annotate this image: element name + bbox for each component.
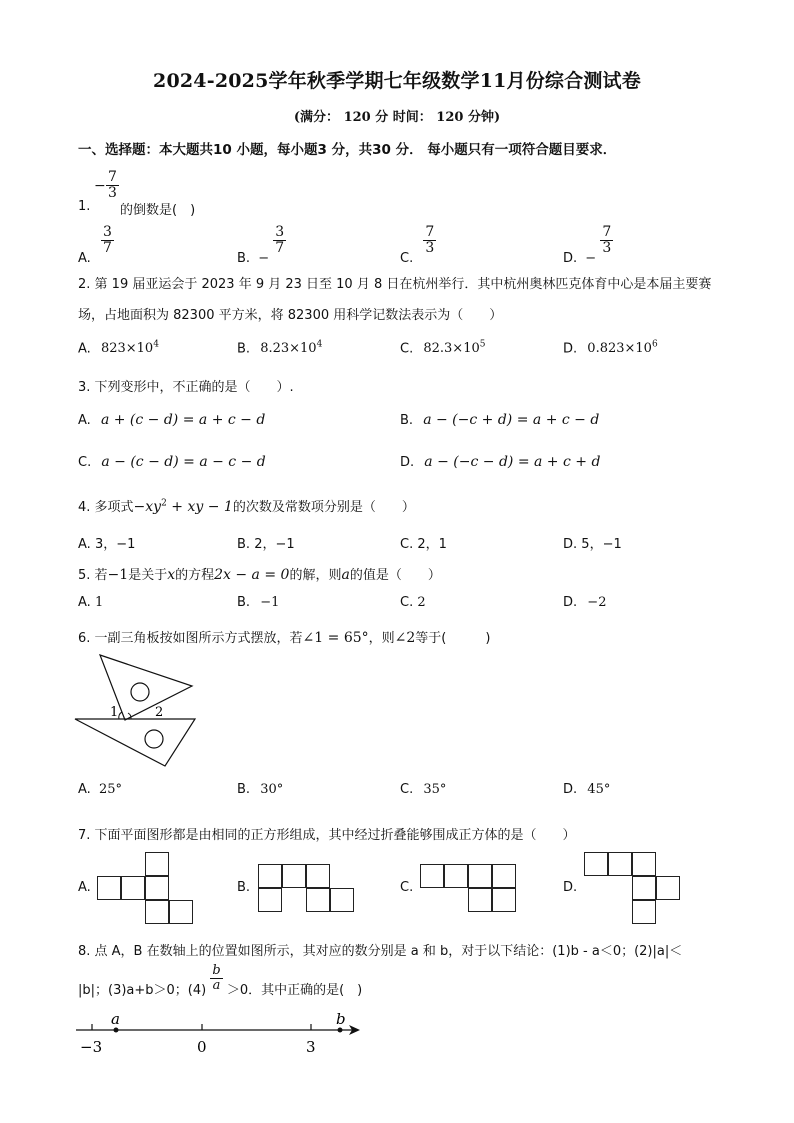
q2-option-d-label: D. xyxy=(563,341,578,357)
q5-v1: −1 xyxy=(107,567,129,583)
lower-triangle xyxy=(75,719,195,766)
q2-a-exp: 4 xyxy=(153,340,159,350)
lower-triangle-hole xyxy=(145,730,163,748)
q7-a-label: A. xyxy=(78,880,91,895)
q4-expr1: −xy xyxy=(133,499,162,515)
q5-d-label: D. xyxy=(563,595,578,610)
net-square xyxy=(145,876,169,900)
q7-c-label: C. xyxy=(400,880,414,895)
q5-a-text: 1 xyxy=(94,595,104,610)
q1-frac-denominator: 3 xyxy=(108,185,117,202)
q5-v3: a xyxy=(341,567,350,583)
upper-triangle-hole xyxy=(131,683,149,701)
q5-c-label: C. xyxy=(400,595,414,610)
q8-frac-den: a xyxy=(212,978,221,994)
q6-d-text: 45° xyxy=(587,782,611,797)
q4-a-text: 3，−1 xyxy=(94,537,136,552)
q4-option-c[interactable] xyxy=(400,533,447,552)
q6-p3: 等于( ) xyxy=(415,631,491,646)
tick-label-3: 3 xyxy=(306,1038,316,1056)
q6-c-text: 35° xyxy=(423,782,447,797)
q1-c-den: 3 xyxy=(425,240,435,257)
net-square xyxy=(145,900,169,924)
q2-option-d-value xyxy=(587,341,657,356)
q1-option-d[interactable] xyxy=(563,224,613,267)
q2-option-d[interactable] xyxy=(563,340,658,356)
q2-option-b-value xyxy=(260,341,322,356)
net-square xyxy=(608,852,632,876)
q6-b-label: B. xyxy=(237,782,251,797)
q7-option-a[interactable] xyxy=(78,880,91,895)
net-square xyxy=(420,864,444,888)
q4-post: 的次数及常数项分别是（ ） xyxy=(232,500,415,515)
q3-option-c[interactable] xyxy=(78,454,266,470)
q2-c-exp: 5 xyxy=(479,340,486,350)
q2-c-base: 82.3×10 xyxy=(423,341,480,357)
q4-exp: 2 xyxy=(161,498,167,509)
q1-option-a-label: A. xyxy=(78,251,91,267)
q1-option-c-fraction xyxy=(423,225,436,257)
q6-option-d[interactable] xyxy=(563,782,610,797)
q4-d-text: 5，−1 xyxy=(581,537,622,552)
q8-line1: 8. 点 A，B 在数轴上的位置如图所示，其对应的数分别是 a 和 b，对于以下结论：(1)b - a＜0；(2)|a|＜ xyxy=(78,944,683,959)
net-square xyxy=(492,864,516,888)
q1-b-num: 3 xyxy=(275,224,285,240)
q1-sign: − xyxy=(94,178,106,194)
q6-stem xyxy=(78,627,490,646)
q4-option-b[interactable] xyxy=(237,533,295,552)
net-square xyxy=(632,876,656,900)
q7-option-d[interactable] xyxy=(563,880,577,895)
q3-option-d[interactable] xyxy=(400,454,600,470)
q4-c-label: C. xyxy=(400,537,414,552)
section-heading: 一、选择题：本大题共10 小题，每小题3 分，共30 分． 每小题只有一项符合题目要求． xyxy=(78,142,617,158)
q2-option-a[interactable] xyxy=(78,340,159,356)
q1-option-d-label: D. xyxy=(563,251,578,267)
q4-stem xyxy=(78,496,415,515)
q6-angle1: ∠1 = 65° xyxy=(302,630,369,646)
q5-p1: 5. 若 xyxy=(78,568,108,583)
q4-c-text: 2，1 xyxy=(417,537,447,552)
q2-b-exp: 4 xyxy=(316,340,323,350)
q7-d-label: D. xyxy=(563,880,578,895)
q1-option-a-fraction xyxy=(101,225,114,257)
q2-b-base: 8.23×10 xyxy=(260,341,317,357)
page-title: 2024-2025学年秋季学期七年级数学11月份综合测试卷 xyxy=(153,70,641,92)
q7-net-d xyxy=(584,852,684,928)
q5-p3: 的方程 xyxy=(175,568,215,583)
q7-option-b[interactable] xyxy=(237,880,250,895)
triangle-set-figure xyxy=(70,650,210,770)
q1-d-num: 7 xyxy=(602,224,612,240)
net-square xyxy=(632,900,656,924)
q5-stem xyxy=(78,564,441,583)
q2-option-b-label: B. xyxy=(237,341,251,357)
q5-p2: 是关于 xyxy=(128,568,168,583)
q2-option-c-value xyxy=(423,341,485,356)
q5-d-text: −2 xyxy=(587,595,607,610)
q1-option-c-label: C. xyxy=(400,251,414,267)
q3-option-b[interactable] xyxy=(400,412,599,428)
q2-line2: 场，占地面积为 82300 平方米，将 82300 用科学记数法表示为（ ） xyxy=(78,308,503,323)
q6-c-label: C. xyxy=(400,782,414,797)
q5-b-label: B. xyxy=(237,595,251,610)
q7-option-c[interactable] xyxy=(400,880,413,895)
q1-option-b-label: B. xyxy=(237,251,251,267)
point-b-label: b xyxy=(336,1010,346,1028)
q6-angle2: ∠2 xyxy=(394,630,416,646)
q4-expr2: + xy − 1 xyxy=(166,499,233,515)
q4-option-d[interactable] xyxy=(563,533,622,552)
q2-option-a-value xyxy=(101,341,159,356)
q5-option-a[interactable] xyxy=(78,595,103,610)
net-square xyxy=(121,876,145,900)
q3-stem: 3. 下列变形中，不正确的是（ ）. xyxy=(78,380,294,395)
q8-line2a: |b|；(3)a+b＞0；(4) xyxy=(78,983,207,999)
q3-option-a[interactable] xyxy=(78,412,265,428)
q2-option-c[interactable] xyxy=(400,340,485,356)
q1-option-d-fraction xyxy=(600,225,613,257)
q1-option-a[interactable] xyxy=(78,224,114,267)
q5-option-d[interactable] xyxy=(563,595,606,610)
q6-d-label: D. xyxy=(563,782,578,797)
page-subtitle: (满分： 120 分 时间： 120 分钟) xyxy=(293,110,501,125)
q5-option-b[interactable] xyxy=(237,595,279,610)
q5-option-c[interactable] xyxy=(400,595,426,610)
q8-fraction xyxy=(210,964,222,994)
q1-c-num: 7 xyxy=(425,224,435,240)
net-square xyxy=(258,888,282,912)
q7-net-a xyxy=(97,852,197,928)
q3-option-b-expr: a − (−c + d) = a + c − d xyxy=(423,412,600,428)
q8-line2b: ＞0．其中正确的是( ) xyxy=(226,983,363,999)
q6-b-text: 30° xyxy=(260,782,284,797)
q1-number: 1. xyxy=(78,199,91,214)
q8-line2 xyxy=(78,963,363,999)
q6-option-c[interactable] xyxy=(400,782,446,797)
q3-option-a-expr: a + (c − d) = a + c − d xyxy=(100,412,266,428)
angle-label-2: 2 xyxy=(155,705,164,720)
q2-option-a-label: A. xyxy=(78,341,91,357)
angle1-arc xyxy=(119,712,122,719)
net-square xyxy=(468,864,492,888)
q2-d-base: 0.823×10 xyxy=(587,341,652,357)
point-a-dot xyxy=(114,1028,119,1033)
net-square xyxy=(306,864,330,888)
q3-option-d-expr: a − (−c − d) = a + c + d xyxy=(424,454,601,470)
q4-b-label: B. xyxy=(237,537,251,552)
q6-a-text: 25° xyxy=(98,782,122,797)
q5-p4: 的解，则 xyxy=(289,568,342,583)
q3-option-b-label: B. xyxy=(400,413,414,428)
q4-pre: 4. 多项式 xyxy=(78,500,134,515)
q3-option-a-label: A. xyxy=(78,413,91,428)
q2-line1: 2. 第 19 届亚运会于 2023 年 9 月 23 日至 10 月 8 日在杭州举行．其中杭州奥林匹克体育中心是本届主要赛 xyxy=(78,277,712,292)
q3-option-d-label: D. xyxy=(400,455,415,470)
q6-a-label: A. xyxy=(78,782,91,797)
point-b-dot xyxy=(338,1028,343,1033)
q1-fraction xyxy=(106,170,119,202)
q5-equation: 2x − a = 0 xyxy=(214,567,290,583)
net-square xyxy=(145,852,169,876)
q1-b-den: 7 xyxy=(275,240,285,257)
net-square xyxy=(468,888,492,912)
net-square xyxy=(258,864,282,888)
q4-d-label: D. xyxy=(563,537,578,552)
tick-label-0: 0 xyxy=(197,1038,207,1056)
q8-frac-num: b xyxy=(212,963,221,978)
q7-stem: 7. 下面平面图形都是由相同的正方形组成，其中经过折叠能够围成正方体的是（ ） xyxy=(78,828,576,843)
number-line-figure xyxy=(70,1010,370,1060)
q7-b-label: B. xyxy=(237,880,251,895)
net-square xyxy=(632,852,656,876)
net-square xyxy=(444,864,468,888)
net-square xyxy=(656,876,680,900)
net-square xyxy=(330,888,354,912)
q4-option-a[interactable] xyxy=(78,533,135,552)
q1-option-d-sign: − xyxy=(585,251,597,267)
q5-v2: x xyxy=(167,567,176,583)
q1-option-b-fraction xyxy=(273,225,286,257)
q7-net-c xyxy=(420,864,520,914)
net-square xyxy=(169,900,193,924)
q1-option-b-sign: − xyxy=(258,251,270,267)
q5-b-text: −1 xyxy=(260,595,280,610)
net-square xyxy=(282,864,306,888)
q1-d-den: 3 xyxy=(602,240,612,257)
q6-option-b[interactable] xyxy=(237,782,283,797)
q1-option-c[interactable] xyxy=(400,224,436,267)
q2-option-b[interactable] xyxy=(237,340,322,356)
q3-option-c-label: C. xyxy=(78,455,92,470)
q4-b-text: 2，−1 xyxy=(254,537,295,552)
q1-frac-numerator: 7 xyxy=(108,169,117,185)
q4-a-label: A. xyxy=(78,537,91,552)
q1-option-b[interactable] xyxy=(237,224,286,267)
net-square xyxy=(306,888,330,912)
q6-p1: 6. 一副三角板按如图所示方式摆放，若 xyxy=(78,631,303,646)
q5-a-label: A. xyxy=(78,595,91,610)
q5-p5: 的值是（ ） xyxy=(349,568,441,583)
q1-a-num: 3 xyxy=(102,224,112,240)
q6-p2: ，则 xyxy=(368,631,395,646)
q2-option-c-label: C. xyxy=(400,341,414,357)
q7-net-b xyxy=(258,864,358,914)
net-square xyxy=(492,888,516,912)
q2-a-base: 823×10 xyxy=(100,341,154,357)
q2-d-exp: 6 xyxy=(651,340,658,350)
net-square xyxy=(584,852,608,876)
net-square xyxy=(97,876,121,900)
q5-c-text: 2 xyxy=(417,595,426,610)
q3-option-c-expr: a − (c − d) = a − c − d xyxy=(101,454,266,470)
q1-a-den: 7 xyxy=(102,240,112,257)
angle-label-1: 1 xyxy=(110,705,119,720)
tick-label-neg3: −3 xyxy=(80,1038,103,1056)
q6-option-a[interactable] xyxy=(78,782,122,797)
point-a-label: a xyxy=(111,1010,120,1028)
q1-stem-text: 的倒数是( ) xyxy=(120,203,196,218)
